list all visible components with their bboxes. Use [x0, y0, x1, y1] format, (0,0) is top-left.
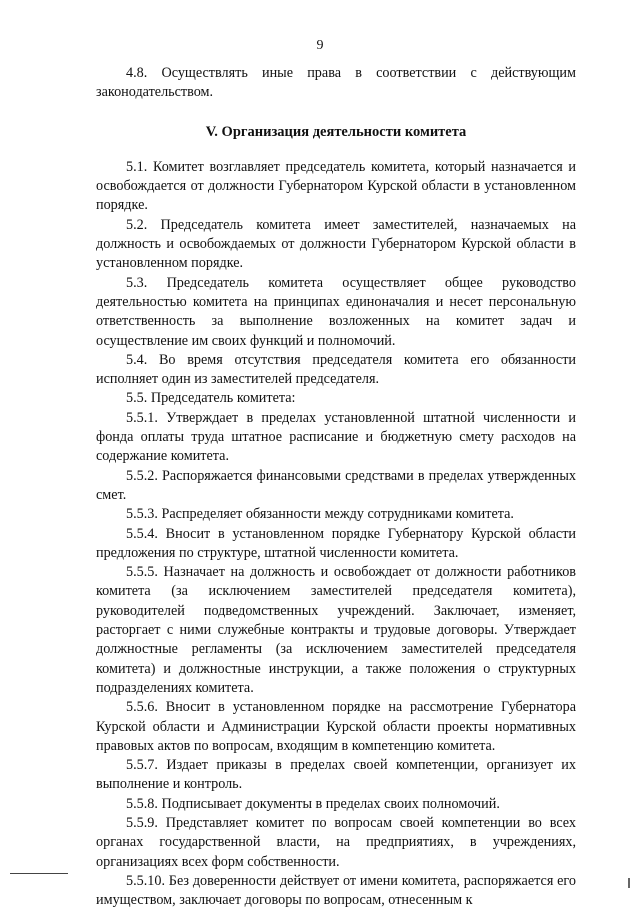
paragraph-5-5-5: 5.5.5. Назначает на должность и освобождает от должности работников комитета (за исключением заместителей председателя комитета), руководителей подведомственных учреждений. Заключает, изменяет, расторгает с ними служебные контракты и трудовые договоры. Утверждает должностные регламенты (за исключением заместителей председателя комитета) и должностные инструкции, а также положения о структурных подразделениях комитета. [96, 564, 576, 696]
paragraph-5-1: 5.1. Комитет возглавляет председатель комитета, который назначается и освобождается от должности Губернатором Курской области в установленном порядке. [96, 158, 576, 214]
page-number: 9 [316, 38, 324, 53]
paragraph-5-5-7: 5.5.7. Издает приказы в пределах своей компетенции, организует их выполнение и контроль. [96, 757, 576, 793]
paragraph-5-4: 5.4. Во время отсутствия председателя комитета его обязанности исполняет один из заместителей председателя. [96, 351, 576, 388]
paragraph-5-5-3: 5.5.3. Распределяет обязанности между сотрудниками комитета. [126, 506, 514, 523]
section-heading: V. Организация деятельности комитета [205, 123, 467, 140]
paragraph-5-5-6: 5.5.6. Вносит в установленном порядке на рассмотрение Губернатора Курской области и Администрации Курской области проекты нормативных правовых актов по вопросам, входящим в компетенцию комитета. [96, 699, 576, 754]
paragraph-5-5-9: 5.5.9. Представляет комитет по вопросам своей компетенции во всех органах государственной власти, на предприятиях, в учреждениях, организациях всех форм собственности. [96, 814, 576, 870]
paragraph-5-3: 5.3. Председатель комитета осуществляет общее руководство деятельностью комитета на принципах единоначалия и несет персональную ответственность за выполнение возложенных на комитет задач и осуществление им своих функций и полномочий. [96, 274, 576, 349]
document-body [96, 64, 576, 910]
paragraph-5-2: 5.2. Председатель комитета имеет заместителей, назначаемых на должность и освобождаемых от должности Губернатором Курской области в установленном порядке. [96, 216, 576, 272]
scan-edge-mark [628, 878, 630, 888]
paragraph-5-5-10: 5.5.10. Без доверенности действует от имени комитета, распоряжается его имуществом, заключает договоры по вопросам, отнесенным к [96, 872, 576, 909]
paragraph-5-5-4: 5.5.4. Вносит в установленном порядке Губернатору Курской области предложения по структуре, штатной численности комитета. [96, 525, 576, 561]
paragraph-5-5-8: 5.5.8. Подписывает документы в пределах своих полномочий. [126, 795, 500, 812]
paragraph-5-5-1: 5.5.1. Утверждает в пределах установленной штатной численности и фонда оплаты труда штатное расписание и бюджетную смету расходов на содержание комитета. [96, 409, 576, 465]
footer-rule [10, 873, 68, 874]
paragraph-5-5: 5.5. Председатель комитета: [126, 390, 296, 407]
paragraph-4-8: 4.8. Осуществлять иные права в соответствии с действующим законодательством. [96, 65, 576, 101]
paragraph-5-5-2: 5.5.2. Распоряжается финансовыми средствами в пределах утвержденных смет. [96, 467, 576, 503]
